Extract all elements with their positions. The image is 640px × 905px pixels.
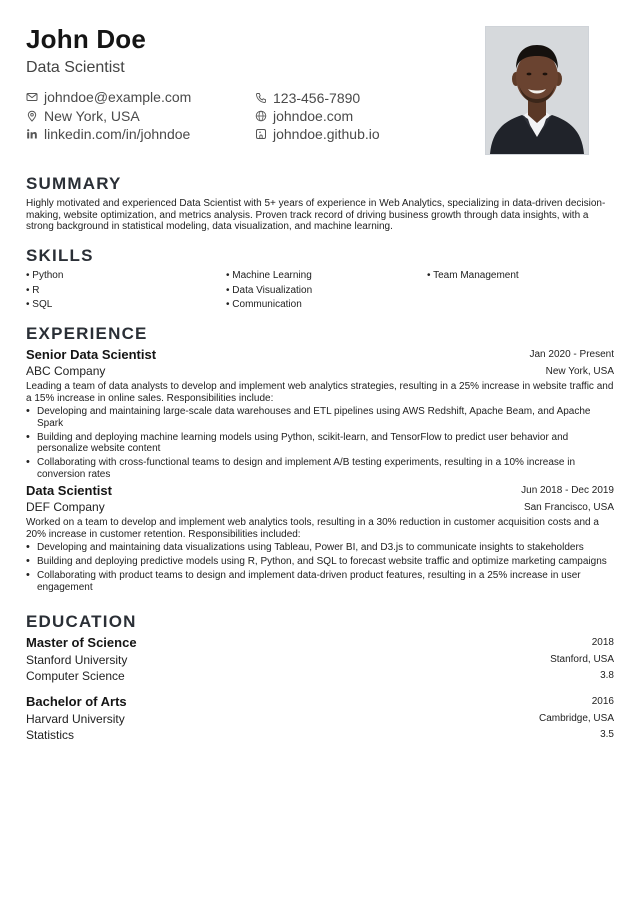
phone-icon: [255, 92, 267, 104]
job-bullet: • Developing and maintaining data visualizations using Tableau, Power BI, and D3.js to communicate insights to stakeholders: [26, 542, 614, 554]
job-company: ABC Company: [26, 364, 106, 378]
skill-item: • Team Management: [427, 270, 519, 281]
skill-item: • Python: [26, 270, 64, 281]
job-bullets: [26, 406, 614, 480]
job-location: New York, USA: [545, 366, 614, 377]
job-description: Worked on a team to develop and implement web analytics tools, resulting in a 30% reduction in customer acquisition costs and a 20% increase in customer retention. Responsibilities included:: [26, 517, 599, 540]
school-name: Harvard University: [26, 711, 125, 726]
school-location: Cambridge, USA: [538, 712, 614, 724]
skill-item: • Communication: [226, 299, 302, 310]
education-entry: [26, 635, 614, 685]
skill-item: • SQL: [26, 299, 53, 310]
contact-phone[interactable]: [255, 89, 360, 107]
job-bullet: • Developing and maintaining large-scale data warehouses and ETL pipelines using AWS Redshift, Apache Beam, and Apache Spark: [26, 406, 614, 429]
skill-item: • Machine Learning: [226, 270, 312, 281]
job-description: Leading a team of data analysts to develop and implement web analytics strategies, resulting in a 25% increase in website traffic and a 15% increase in online sales. Responsibilities include:: [26, 381, 614, 404]
contact-github[interactable]: [255, 125, 380, 143]
job-bullet: • Building and deploying predictive models using R, Python, and SQL to forecast website traffic and optimize marketing campaigns: [26, 556, 614, 568]
github-icon: [255, 128, 267, 140]
field-of-study: Statistics: [26, 728, 75, 742]
profile-photo: [485, 26, 589, 155]
degree-year: 2018: [591, 637, 614, 648]
skills-heading: SKILLS: [26, 246, 94, 265]
job-title: Data Scientist: [26, 483, 112, 498]
contact-location: [26, 107, 140, 125]
resume-header: [26, 22, 614, 162]
degree-year: 2016: [591, 696, 614, 707]
candidate-name: John Doe: [26, 24, 147, 54]
profile-photo-image: [486, 27, 588, 154]
job-title: Senior Data Scientist: [26, 347, 157, 362]
job-entry: [26, 483, 614, 595]
contact-phone-text: 123-456-7890: [273, 90, 361, 106]
job-dates: Jun 2018 - Dec 2019: [521, 485, 614, 496]
contact-location-text: New York, USA: [44, 108, 140, 124]
education-heading: EDUCATION: [26, 612, 137, 631]
gpa: 3.5: [600, 729, 614, 740]
job-entry: [26, 347, 614, 483]
job-bullet: • Building and deploying machine learning models using Python, scikit-learn, and TensorFlow to predict user behavior and personalize website content: [26, 432, 614, 455]
degree-name: Bachelor of Arts: [26, 694, 127, 709]
envelope-icon: [26, 91, 38, 103]
school-location: Stanford, USA: [550, 653, 614, 665]
linkedin-icon: [26, 128, 38, 140]
skill-item: • R: [26, 284, 40, 296]
job-company: DEF Company: [26, 500, 105, 514]
school-name: Stanford University: [26, 652, 128, 667]
resume-page: [26, 22, 614, 742]
contact-website[interactable]: [255, 107, 353, 125]
summary-heading: SUMMARY: [26, 174, 122, 193]
contact-email-text: johndoe@example.com: [44, 89, 192, 105]
degree-name: Master of Science: [26, 635, 137, 650]
job-location: San Francisco, USA: [523, 502, 614, 513]
education-entry: [26, 694, 614, 744]
job-bullet: • Collaborating with cross-functional teams to design and implement A/B testing experiments, resulting in a 10% increase in conversion rates: [26, 457, 614, 480]
contact-linkedin[interactable]: [26, 125, 190, 143]
map-pin-icon: [26, 110, 38, 122]
summary-text: Highly motivated and experienced Data Scientist with 5+ years of experience in Web Analytics, specializing in data-driven decision-making, website optimization, and metrics analysis. Proven track record of driving business growth through data insights, with a strong background in statistical modeling, data visualization, and machine learning.: [26, 198, 606, 233]
candidate-role: Data Scientist: [26, 59, 125, 76]
experience-heading: EXPERIENCE: [26, 324, 148, 343]
job-dates: Jan 2020 - Present: [529, 349, 614, 360]
skill-item: • Data Visualization: [226, 284, 313, 296]
job-bullet: • Collaborating with product teams to design and implement data-driven product features, resulting in a 25% increase in user engagement: [26, 570, 614, 593]
contact-website-text: johndoe.com: [273, 108, 354, 124]
contact-email[interactable]: [26, 88, 191, 106]
field-of-study: Computer Science: [26, 669, 125, 683]
job-bullets: [26, 542, 614, 593]
globe-icon: [255, 110, 267, 122]
contact-linkedin-text: linkedin.com/in/johndoe: [44, 126, 191, 142]
gpa: 3.8: [600, 670, 614, 681]
contact-github-text: johndoe.github.io: [273, 126, 380, 142]
